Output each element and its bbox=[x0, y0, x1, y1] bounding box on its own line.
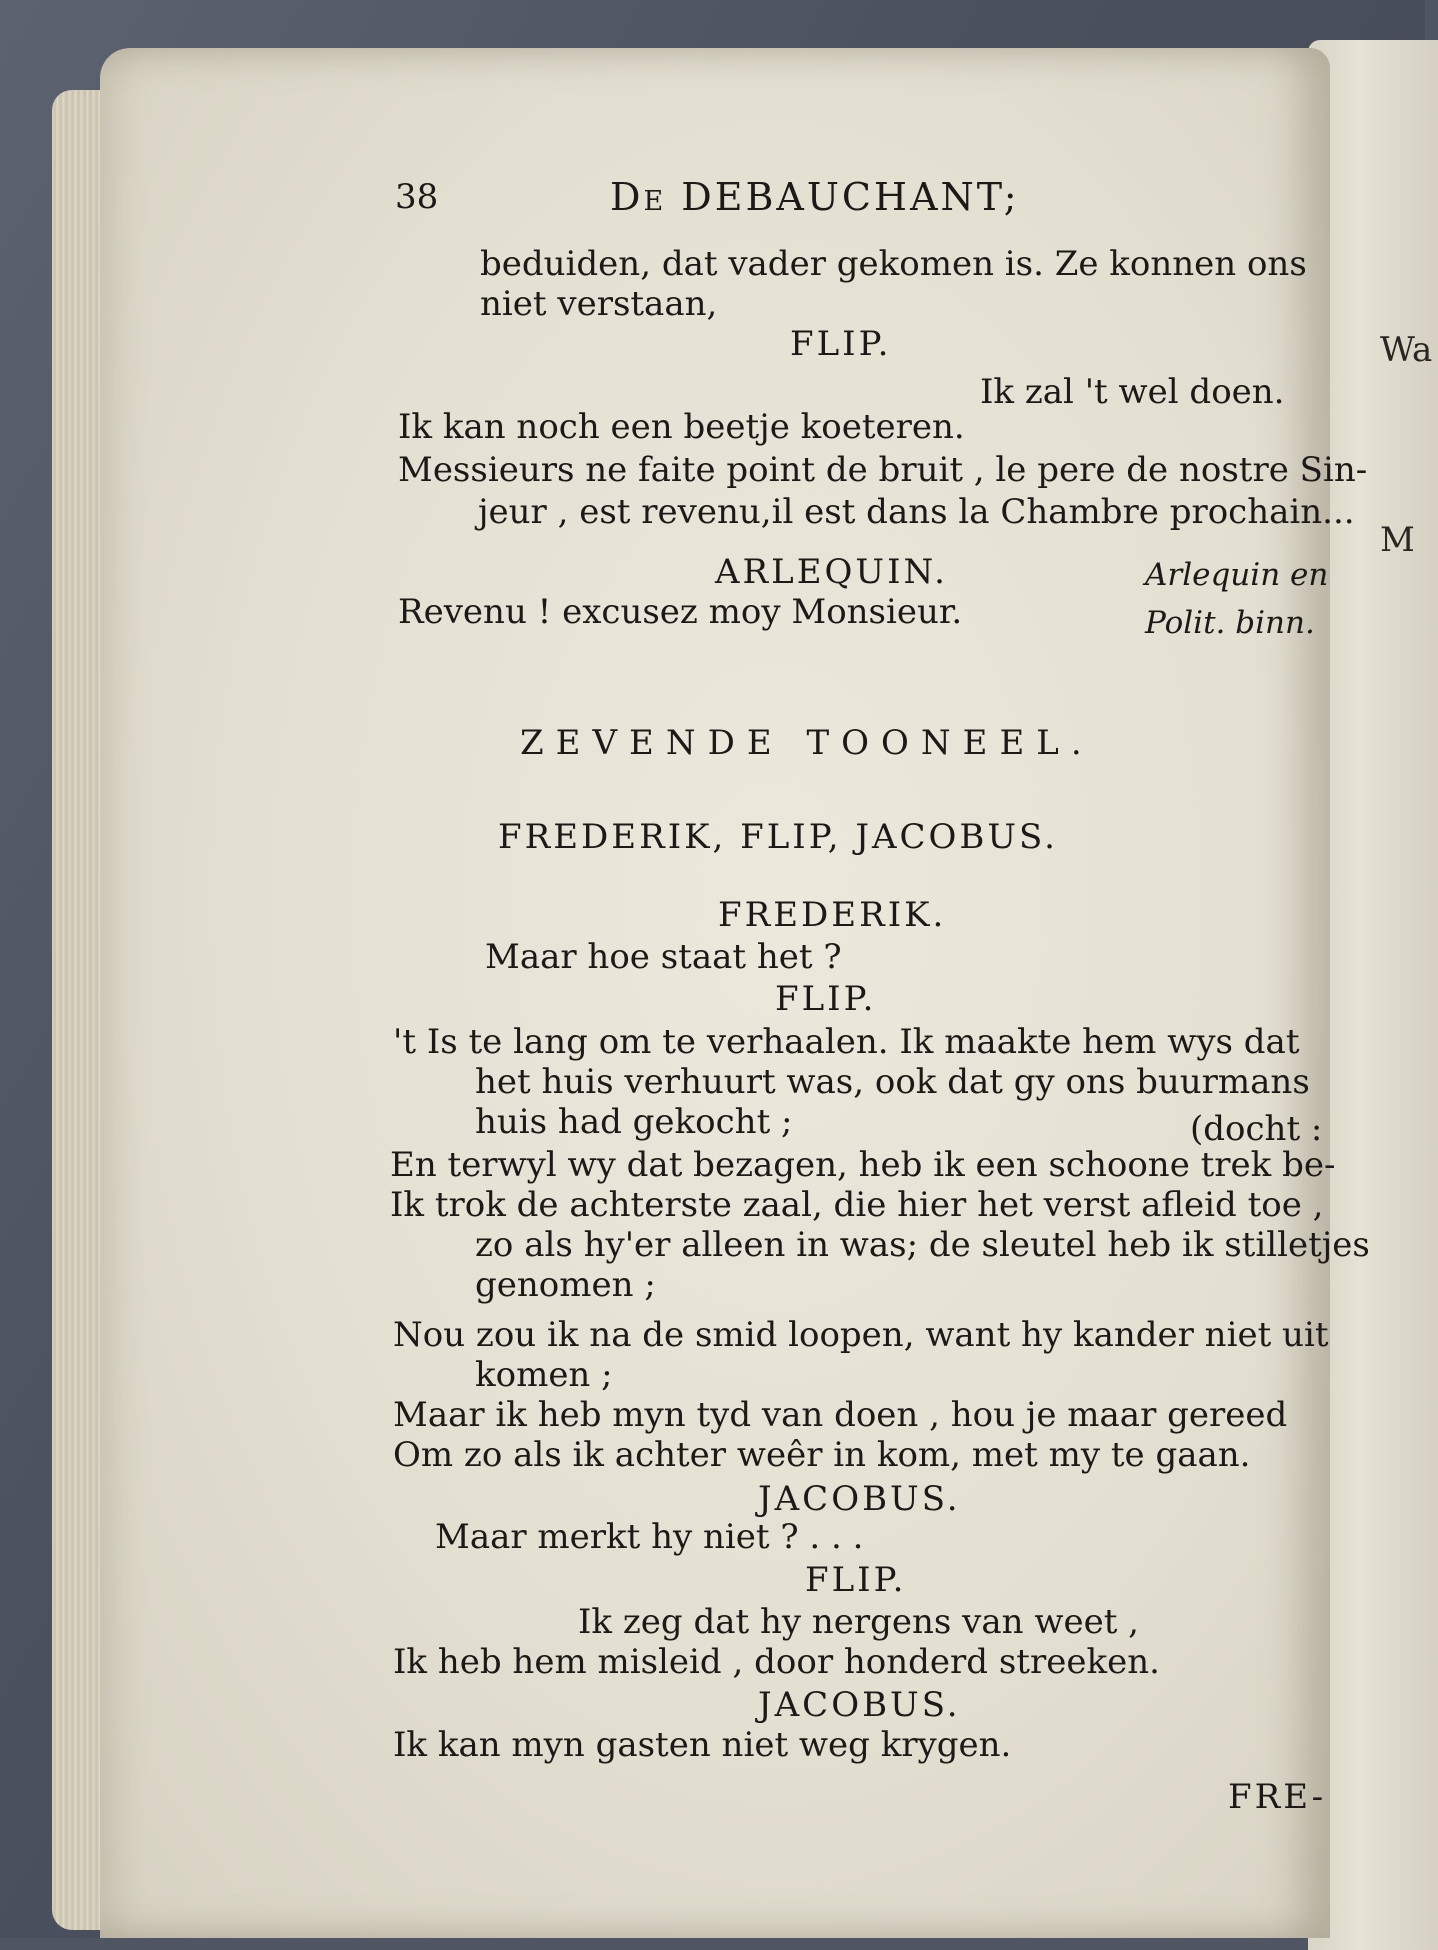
text-line: niet verstaan, bbox=[480, 284, 718, 324]
text-line: beduiden, dat vader gekomen is. Ze konnen ons bbox=[480, 244, 1307, 284]
text-line: komen ; bbox=[475, 1355, 613, 1395]
stage-direction: Polit. binn. bbox=[1145, 605, 1315, 641]
text-line: Ik kan myn gasten niet weg krygen. bbox=[393, 1725, 1012, 1765]
speaker-name: ARLEQUIN. bbox=[715, 552, 948, 592]
text-line: het huis verhuurt was, ook dat gy ons buurmans bbox=[475, 1062, 1310, 1102]
running-head: De DEBAUCHANT; bbox=[610, 175, 1020, 219]
text-line: Ik kan noch een beetje koeteren. bbox=[398, 407, 965, 447]
stage-direction: Arlequin en bbox=[1145, 557, 1329, 593]
speaker-name: FLIP. bbox=[805, 1560, 907, 1600]
text-line: huis had gekocht ; bbox=[475, 1102, 793, 1142]
speaker-name: FLIP. bbox=[775, 979, 877, 1019]
text-line: genomen ; bbox=[475, 1265, 656, 1305]
text-line: Maar ik heb myn tyd van doen , hou je maar gereed bbox=[393, 1395, 1288, 1435]
text-line: Ik heb hem misleid , door honderd streeken. bbox=[393, 1642, 1160, 1682]
character-list: FREDERIK, FLIP, JACOBUS. bbox=[498, 817, 1058, 857]
scene-heading: ZEVENDE TOONEEL. bbox=[520, 723, 1094, 763]
facing-page-fragment: Wa bbox=[1380, 330, 1433, 370]
text-line: jeur , est revenu,il est dans la Chambre prochain... bbox=[478, 492, 1355, 532]
text-line: Nou zou ik na de smid loopen, want hy kander niet uit bbox=[393, 1315, 1329, 1355]
text-line: zo als hy'er alleen in was; de sleutel heb ik stilletjes bbox=[475, 1225, 1370, 1265]
text-line: Ik zeg dat hy nergens van weet , bbox=[578, 1602, 1139, 1642]
text-line: Revenu ! excusez moy Monsieur. bbox=[398, 592, 963, 632]
text-line: Maar merkt hy niet ? . . . bbox=[435, 1517, 864, 1557]
text-line: Maar hoe staat het ? bbox=[485, 937, 842, 977]
text-line: Ik trok de achterste zaal, die hier het verst afleid toe , bbox=[390, 1185, 1324, 1225]
text-line: (docht : bbox=[1190, 1109, 1323, 1149]
speaker-name: FREDERIK. bbox=[718, 895, 947, 935]
text-line: Ik zal 't wel doen. bbox=[980, 372, 1285, 412]
speaker-name: FLIP. bbox=[790, 324, 892, 364]
text-line: Messieurs ne faite point de bruit , le pere de nostre Sin- bbox=[398, 450, 1368, 490]
text-line: Om zo als ik achter weêr in kom, met my te gaan. bbox=[393, 1435, 1251, 1475]
catchword: FRE- bbox=[1228, 1777, 1327, 1817]
facing-page-fragment: M bbox=[1380, 520, 1415, 560]
speaker-name: JACOBUS. bbox=[758, 1685, 961, 1725]
page-number: 38 bbox=[395, 177, 439, 217]
text-line: En terwyl wy dat bezagen, heb ik een schoone trek be- bbox=[390, 1145, 1336, 1185]
text-line: 't Is te lang om te verhaalen. Ik maakte hem wys dat bbox=[393, 1022, 1300, 1062]
speaker-name: JACOBUS. bbox=[758, 1479, 961, 1519]
